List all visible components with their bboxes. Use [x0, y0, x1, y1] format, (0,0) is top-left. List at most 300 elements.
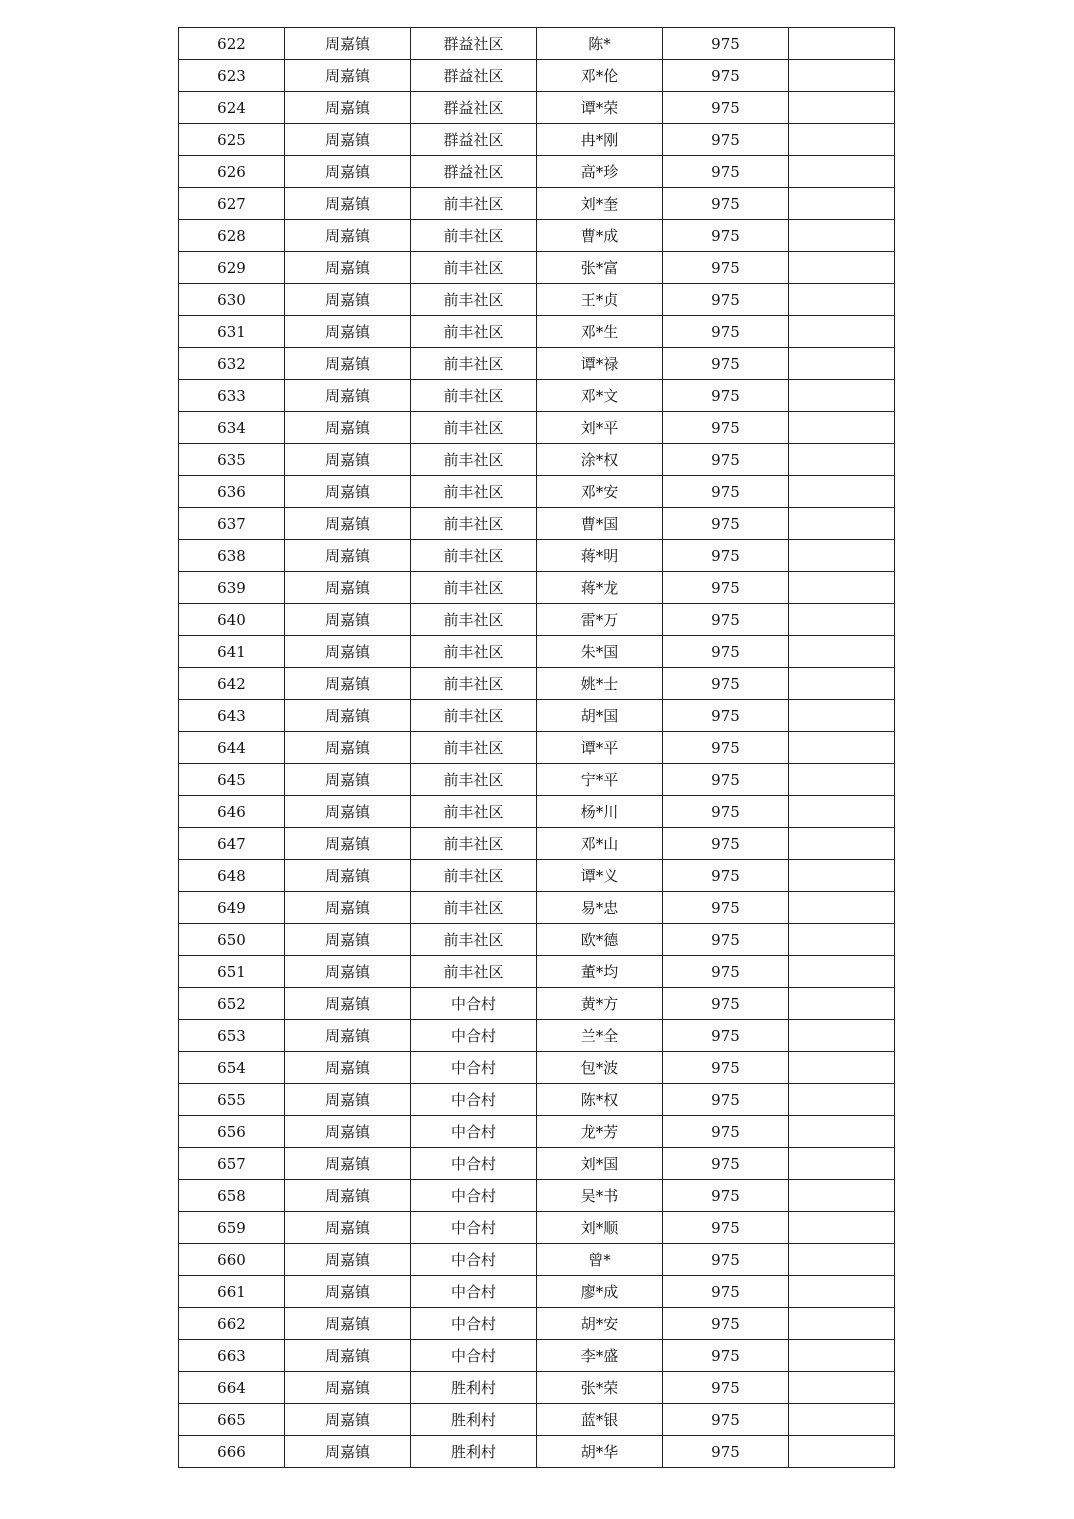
- table-row: [179, 924, 895, 956]
- village-cell: 前丰社区: [411, 892, 537, 924]
- remark-cell: [789, 60, 895, 92]
- name-cell: 廖*成: [537, 1276, 663, 1308]
- row-number-cell: 664: [179, 1372, 285, 1404]
- table-row: [179, 1084, 895, 1116]
- table-row: [179, 540, 895, 572]
- amount-cell: 975: [663, 252, 789, 284]
- remark-cell: [789, 604, 895, 636]
- town-cell: 周嘉镇: [285, 988, 411, 1020]
- amount-cell: 975: [663, 380, 789, 412]
- row-number-cell: 628: [179, 220, 285, 252]
- table-row: [179, 1148, 895, 1180]
- town-cell: 周嘉镇: [285, 28, 411, 60]
- name-cell: 陈*权: [537, 1084, 663, 1116]
- table-row: [179, 796, 895, 828]
- village-cell: 前丰社区: [411, 316, 537, 348]
- amount-cell: 975: [663, 220, 789, 252]
- village-cell: 前丰社区: [411, 348, 537, 380]
- name-cell: 杨*川: [537, 796, 663, 828]
- row-number-cell: 660: [179, 1244, 285, 1276]
- town-cell: 周嘉镇: [285, 700, 411, 732]
- table-row: [179, 860, 895, 892]
- name-cell: 邓*安: [537, 476, 663, 508]
- amount-cell: 975: [663, 956, 789, 988]
- amount-cell: 975: [663, 988, 789, 1020]
- town-cell: 周嘉镇: [285, 476, 411, 508]
- remark-cell: [789, 1340, 895, 1372]
- table-row: [179, 636, 895, 668]
- table-row: [179, 1116, 895, 1148]
- name-cell: 谭*荣: [537, 92, 663, 124]
- town-cell: 周嘉镇: [285, 444, 411, 476]
- amount-cell: 975: [663, 732, 789, 764]
- town-cell: 周嘉镇: [285, 124, 411, 156]
- town-cell: 周嘉镇: [285, 732, 411, 764]
- town-cell: 周嘉镇: [285, 1084, 411, 1116]
- remark-cell: [789, 1404, 895, 1436]
- table-row: [179, 124, 895, 156]
- remark-cell: [789, 1084, 895, 1116]
- amount-cell: 975: [663, 1148, 789, 1180]
- name-cell: 邓*山: [537, 828, 663, 860]
- row-number-cell: 639: [179, 572, 285, 604]
- amount-cell: 975: [663, 1436, 789, 1468]
- amount-cell: 975: [663, 316, 789, 348]
- amount-cell: 975: [663, 412, 789, 444]
- row-number-cell: 632: [179, 348, 285, 380]
- name-cell: 蓝*银: [537, 1404, 663, 1436]
- remark-cell: [789, 284, 895, 316]
- row-number-cell: 633: [179, 380, 285, 412]
- name-cell: 蒋*龙: [537, 572, 663, 604]
- amount-cell: 975: [663, 764, 789, 796]
- table-row: [179, 1020, 895, 1052]
- village-cell: 群益社区: [411, 124, 537, 156]
- village-cell: 中合村: [411, 1340, 537, 1372]
- amount-cell: 975: [663, 1180, 789, 1212]
- amount-cell: 975: [663, 796, 789, 828]
- town-cell: 周嘉镇: [285, 412, 411, 444]
- remark-cell: [789, 124, 895, 156]
- row-number-cell: 652: [179, 988, 285, 1020]
- amount-cell: 975: [663, 92, 789, 124]
- table-row: [179, 284, 895, 316]
- town-cell: 周嘉镇: [285, 1244, 411, 1276]
- row-number-cell: 629: [179, 252, 285, 284]
- row-number-cell: 659: [179, 1212, 285, 1244]
- town-cell: 周嘉镇: [285, 508, 411, 540]
- table-row: [179, 380, 895, 412]
- town-cell: 周嘉镇: [285, 540, 411, 572]
- amount-cell: 975: [663, 348, 789, 380]
- name-cell: 包*波: [537, 1052, 663, 1084]
- village-cell: 前丰社区: [411, 924, 537, 956]
- name-cell: 胡*华: [537, 1436, 663, 1468]
- row-number-cell: 646: [179, 796, 285, 828]
- name-cell: 陈*: [537, 28, 663, 60]
- row-number-cell: 626: [179, 156, 285, 188]
- village-cell: 前丰社区: [411, 284, 537, 316]
- amount-cell: 975: [663, 1052, 789, 1084]
- village-cell: 前丰社区: [411, 668, 537, 700]
- name-cell: 欧*德: [537, 924, 663, 956]
- town-cell: 周嘉镇: [285, 1436, 411, 1468]
- amount-cell: 975: [663, 444, 789, 476]
- village-cell: 前丰社区: [411, 412, 537, 444]
- village-cell: 胜利村: [411, 1372, 537, 1404]
- remark-cell: [789, 220, 895, 252]
- row-number-cell: 637: [179, 508, 285, 540]
- name-cell: 王*贞: [537, 284, 663, 316]
- name-cell: 邓*伦: [537, 60, 663, 92]
- remark-cell: [789, 1276, 895, 1308]
- remark-cell: [789, 828, 895, 860]
- row-number-cell: 654: [179, 1052, 285, 1084]
- table-row: [179, 1340, 895, 1372]
- town-cell: 周嘉镇: [285, 92, 411, 124]
- town-cell: 周嘉镇: [285, 252, 411, 284]
- town-cell: 周嘉镇: [285, 188, 411, 220]
- table-row: [179, 572, 895, 604]
- remark-cell: [789, 636, 895, 668]
- table-row: [179, 188, 895, 220]
- amount-cell: 975: [663, 188, 789, 220]
- remark-cell: [789, 252, 895, 284]
- amount-cell: 975: [663, 60, 789, 92]
- row-number-cell: 634: [179, 412, 285, 444]
- table-row: [179, 92, 895, 124]
- town-cell: 周嘉镇: [285, 860, 411, 892]
- amount-cell: 975: [663, 1084, 789, 1116]
- town-cell: 周嘉镇: [285, 764, 411, 796]
- village-cell: 前丰社区: [411, 508, 537, 540]
- remark-cell: [789, 476, 895, 508]
- row-number-cell: 651: [179, 956, 285, 988]
- town-cell: 周嘉镇: [285, 1020, 411, 1052]
- row-number-cell: 625: [179, 124, 285, 156]
- row-number-cell: 645: [179, 764, 285, 796]
- town-cell: 周嘉镇: [285, 1340, 411, 1372]
- row-number-cell: 666: [179, 1436, 285, 1468]
- amount-cell: 975: [663, 892, 789, 924]
- table-row: [179, 700, 895, 732]
- amount-cell: 975: [663, 1340, 789, 1372]
- village-cell: 群益社区: [411, 92, 537, 124]
- village-cell: 群益社区: [411, 28, 537, 60]
- village-cell: 前丰社区: [411, 604, 537, 636]
- roster-table: [178, 27, 895, 1468]
- remark-cell: [789, 540, 895, 572]
- table-row: [179, 60, 895, 92]
- row-number-cell: 636: [179, 476, 285, 508]
- name-cell: 易*忠: [537, 892, 663, 924]
- town-cell: 周嘉镇: [285, 1148, 411, 1180]
- town-cell: 周嘉镇: [285, 156, 411, 188]
- remark-cell: [789, 956, 895, 988]
- remark-cell: [789, 508, 895, 540]
- amount-cell: 975: [663, 1116, 789, 1148]
- village-cell: 中合村: [411, 988, 537, 1020]
- town-cell: 周嘉镇: [285, 220, 411, 252]
- row-number-cell: 663: [179, 1340, 285, 1372]
- amount-cell: 975: [663, 1212, 789, 1244]
- row-number-cell: 647: [179, 828, 285, 860]
- remark-cell: [789, 892, 895, 924]
- row-number-cell: 655: [179, 1084, 285, 1116]
- name-cell: 胡*国: [537, 700, 663, 732]
- town-cell: 周嘉镇: [285, 348, 411, 380]
- remark-cell: [789, 28, 895, 60]
- row-number-cell: 627: [179, 188, 285, 220]
- remark-cell: [789, 668, 895, 700]
- row-number-cell: 650: [179, 924, 285, 956]
- remark-cell: [789, 1436, 895, 1468]
- village-cell: 前丰社区: [411, 252, 537, 284]
- row-number-cell: 653: [179, 1020, 285, 1052]
- amount-cell: 975: [663, 924, 789, 956]
- amount-cell: 975: [663, 1308, 789, 1340]
- table-row: [179, 1180, 895, 1212]
- table-row: [179, 1052, 895, 1084]
- row-number-cell: 665: [179, 1404, 285, 1436]
- remark-cell: [789, 348, 895, 380]
- table-row: [179, 220, 895, 252]
- remark-cell: [789, 700, 895, 732]
- amount-cell: 975: [663, 1404, 789, 1436]
- name-cell: 兰*全: [537, 1020, 663, 1052]
- table-row: [179, 156, 895, 188]
- town-cell: 周嘉镇: [285, 956, 411, 988]
- name-cell: 刘*奎: [537, 188, 663, 220]
- amount-cell: 975: [663, 572, 789, 604]
- amount-cell: 975: [663, 540, 789, 572]
- name-cell: 雷*万: [537, 604, 663, 636]
- row-number-cell: 640: [179, 604, 285, 636]
- amount-cell: 975: [663, 28, 789, 60]
- name-cell: 刘*顺: [537, 1212, 663, 1244]
- village-cell: 群益社区: [411, 156, 537, 188]
- remark-cell: [789, 924, 895, 956]
- name-cell: 黄*方: [537, 988, 663, 1020]
- town-cell: 周嘉镇: [285, 1052, 411, 1084]
- table-row: [179, 604, 895, 636]
- table-row: [179, 1212, 895, 1244]
- row-number-cell: 635: [179, 444, 285, 476]
- village-cell: 前丰社区: [411, 636, 537, 668]
- table-row: [179, 732, 895, 764]
- name-cell: 邓*文: [537, 380, 663, 412]
- village-cell: 前丰社区: [411, 828, 537, 860]
- remark-cell: [789, 444, 895, 476]
- table-row: [179, 412, 895, 444]
- amount-cell: 975: [663, 284, 789, 316]
- town-cell: 周嘉镇: [285, 1276, 411, 1308]
- amount-cell: 975: [663, 668, 789, 700]
- name-cell: 蒋*明: [537, 540, 663, 572]
- name-cell: 高*珍: [537, 156, 663, 188]
- name-cell: 冉*刚: [537, 124, 663, 156]
- table-row: [179, 956, 895, 988]
- table-row: [179, 316, 895, 348]
- village-cell: 前丰社区: [411, 188, 537, 220]
- remark-cell: [789, 188, 895, 220]
- name-cell: 张*富: [537, 252, 663, 284]
- village-cell: 前丰社区: [411, 764, 537, 796]
- row-number-cell: 656: [179, 1116, 285, 1148]
- town-cell: 周嘉镇: [285, 1212, 411, 1244]
- amount-cell: 975: [663, 636, 789, 668]
- row-number-cell: 661: [179, 1276, 285, 1308]
- table-row: [179, 988, 895, 1020]
- row-number-cell: 641: [179, 636, 285, 668]
- village-cell: 前丰社区: [411, 540, 537, 572]
- remark-cell: [789, 316, 895, 348]
- table-row: [179, 1436, 895, 1468]
- town-cell: 周嘉镇: [285, 828, 411, 860]
- village-cell: 前丰社区: [411, 444, 537, 476]
- amount-cell: 975: [663, 156, 789, 188]
- table-row: [179, 1244, 895, 1276]
- row-number-cell: 631: [179, 316, 285, 348]
- town-cell: 周嘉镇: [285, 284, 411, 316]
- remark-cell: [789, 1148, 895, 1180]
- remark-cell: [789, 796, 895, 828]
- remark-cell: [789, 156, 895, 188]
- name-cell: 曾*: [537, 1244, 663, 1276]
- village-cell: 前丰社区: [411, 572, 537, 604]
- row-number-cell: 649: [179, 892, 285, 924]
- table-row: [179, 1404, 895, 1436]
- village-cell: 胜利村: [411, 1404, 537, 1436]
- row-number-cell: 644: [179, 732, 285, 764]
- remark-cell: [789, 860, 895, 892]
- remark-cell: [789, 92, 895, 124]
- remark-cell: [789, 1180, 895, 1212]
- table-row: [179, 348, 895, 380]
- village-cell: 前丰社区: [411, 380, 537, 412]
- amount-cell: 975: [663, 1244, 789, 1276]
- village-cell: 中合村: [411, 1116, 537, 1148]
- remark-cell: [789, 1052, 895, 1084]
- table-row: [179, 28, 895, 60]
- row-number-cell: 638: [179, 540, 285, 572]
- town-cell: 周嘉镇: [285, 572, 411, 604]
- town-cell: 周嘉镇: [285, 668, 411, 700]
- amount-cell: 975: [663, 1020, 789, 1052]
- village-cell: 中合村: [411, 1020, 537, 1052]
- table-row: [179, 444, 895, 476]
- village-cell: 前丰社区: [411, 220, 537, 252]
- village-cell: 中合村: [411, 1180, 537, 1212]
- name-cell: 龙*芳: [537, 1116, 663, 1148]
- amount-cell: 975: [663, 1372, 789, 1404]
- table-row: [179, 764, 895, 796]
- village-cell: 前丰社区: [411, 956, 537, 988]
- village-cell: 前丰社区: [411, 796, 537, 828]
- village-cell: 前丰社区: [411, 476, 537, 508]
- village-cell: 群益社区: [411, 60, 537, 92]
- village-cell: 前丰社区: [411, 732, 537, 764]
- amount-cell: 975: [663, 1276, 789, 1308]
- remark-cell: [789, 1308, 895, 1340]
- town-cell: 周嘉镇: [285, 636, 411, 668]
- town-cell: 周嘉镇: [285, 892, 411, 924]
- name-cell: 张*荣: [537, 1372, 663, 1404]
- name-cell: 姚*士: [537, 668, 663, 700]
- table-row: [179, 252, 895, 284]
- remark-cell: [789, 1244, 895, 1276]
- row-number-cell: 642: [179, 668, 285, 700]
- table-row: [179, 668, 895, 700]
- table-row: [179, 476, 895, 508]
- name-cell: 邓*生: [537, 316, 663, 348]
- row-number-cell: 624: [179, 92, 285, 124]
- remark-cell: [789, 412, 895, 444]
- village-cell: 中合村: [411, 1276, 537, 1308]
- name-cell: 宁*平: [537, 764, 663, 796]
- row-number-cell: 623: [179, 60, 285, 92]
- amount-cell: 975: [663, 700, 789, 732]
- table-row: [179, 892, 895, 924]
- remark-cell: [789, 988, 895, 1020]
- row-number-cell: 648: [179, 860, 285, 892]
- name-cell: 谭*禄: [537, 348, 663, 380]
- town-cell: 周嘉镇: [285, 316, 411, 348]
- amount-cell: 975: [663, 828, 789, 860]
- village-cell: 中合村: [411, 1148, 537, 1180]
- row-number-cell: 657: [179, 1148, 285, 1180]
- name-cell: 曹*国: [537, 508, 663, 540]
- table-row: [179, 508, 895, 540]
- village-cell: 前丰社区: [411, 700, 537, 732]
- table-row: [179, 1308, 895, 1340]
- village-cell: 中合村: [411, 1052, 537, 1084]
- name-cell: 刘*平: [537, 412, 663, 444]
- remark-cell: [789, 732, 895, 764]
- amount-cell: 975: [663, 476, 789, 508]
- name-cell: 朱*国: [537, 636, 663, 668]
- name-cell: 吴*书: [537, 1180, 663, 1212]
- remark-cell: [789, 1212, 895, 1244]
- row-number-cell: 630: [179, 284, 285, 316]
- row-number-cell: 658: [179, 1180, 285, 1212]
- amount-cell: 975: [663, 508, 789, 540]
- town-cell: 周嘉镇: [285, 380, 411, 412]
- remark-cell: [789, 380, 895, 412]
- amount-cell: 975: [663, 860, 789, 892]
- name-cell: 曹*成: [537, 220, 663, 252]
- row-number-cell: 662: [179, 1308, 285, 1340]
- village-cell: 中合村: [411, 1084, 537, 1116]
- village-cell: 前丰社区: [411, 860, 537, 892]
- village-cell: 中合村: [411, 1212, 537, 1244]
- name-cell: 刘*国: [537, 1148, 663, 1180]
- town-cell: 周嘉镇: [285, 60, 411, 92]
- town-cell: 周嘉镇: [285, 796, 411, 828]
- name-cell: 谭*义: [537, 860, 663, 892]
- name-cell: 董*均: [537, 956, 663, 988]
- table-row: [179, 1276, 895, 1308]
- remark-cell: [789, 1020, 895, 1052]
- town-cell: 周嘉镇: [285, 1404, 411, 1436]
- remark-cell: [789, 572, 895, 604]
- row-number-cell: 622: [179, 28, 285, 60]
- village-cell: 胜利村: [411, 1436, 537, 1468]
- name-cell: 涂*权: [537, 444, 663, 476]
- amount-cell: 975: [663, 124, 789, 156]
- roster-body: [179, 28, 895, 1468]
- remark-cell: [789, 1116, 895, 1148]
